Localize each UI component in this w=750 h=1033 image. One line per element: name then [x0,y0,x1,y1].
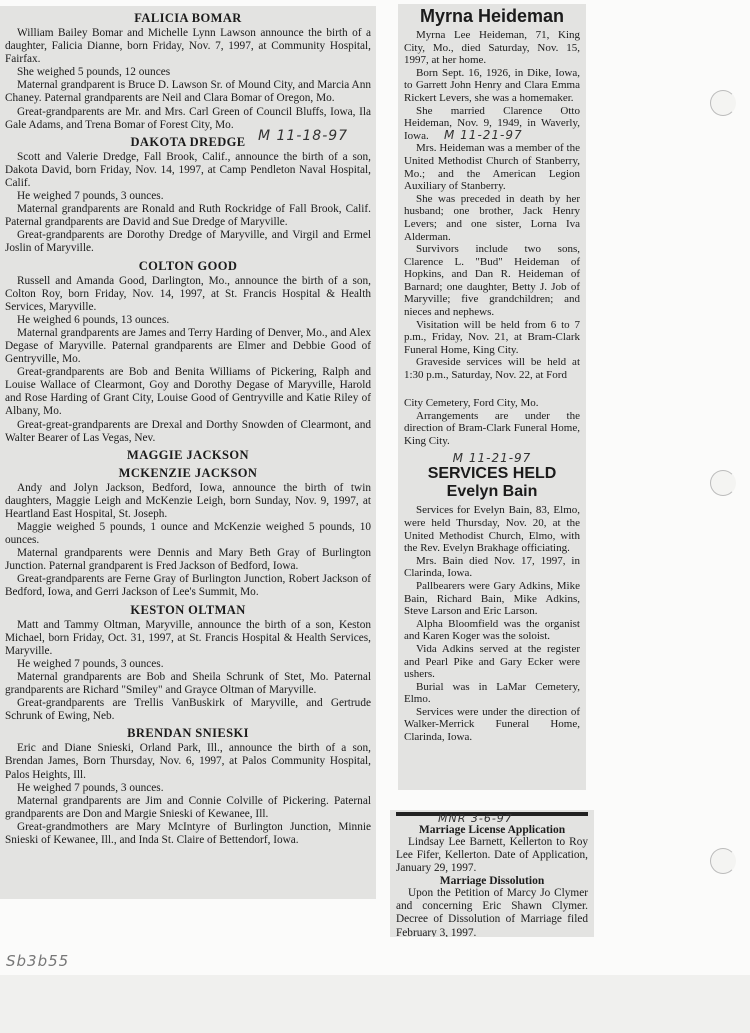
obituary-paragraph: Myrna Lee Heideman, 71, King City, Mo., died Saturday, Nov. 15, 1997, at her home. [404,29,580,67]
legal-notices-clipping [390,810,594,937]
punch-hole-top [710,90,736,116]
services-paragraph: Alpha Bloomfield was the organist and Karen Koger was the soloist. [404,617,580,643]
birth-paragraph: Scott and Valerie Dredge, Fall Brook, Calif., announce the birth of a son, Dakota David, born Friday, Nov. 14, 1997, at Camp Pendleton Naval Hospital, Calif. [5,150,371,189]
marriage-dissolution-text: Upon the Petition of Marcy Jo Clymer and concerning Eric Shawn Clymer. Decree of Dissolution of Marriage filed February 3, 1997. [396,887,588,937]
birth-paragraph: William Bailey Bomar and Michelle Lynn Lawson announce the birth of a daughter, Falicia Dianne, born Friday, Nov. 7, 1997, at Community Hospital, Fairfax. [5,27,371,66]
birth-paragraph: Great-grandparents are Trellis VanBuskirk of Maryville, and Gertrude Schrunk of Ewing, Neb. [5,697,371,723]
birth-heading: MAGGIE JACKSON [127,447,249,462]
birth-heading: DAKOTA DREDGE [130,134,246,149]
birth-paragraph: Andy and Jolyn Jackson, Bedford, Iowa, announce the birth of twin daughters, Maggie Leigh and McKenzie Leigh, born Sunday, Nov. 9, 1997, at Heartland East Hospital, St. Joseph. [5,481,371,520]
services-paragraph: Services were under the direction of Walker-Merrick Funeral Home, Clarinda, Iowa. [404,705,580,744]
marriage-license-title: Marriage License Application [418,824,566,836]
punch-hole-middle [710,470,736,496]
obituary-continued-paragraph: Arrangements are under the direction of Bram-Clark Funeral Home, King City. [404,409,580,447]
birth-heading: BRENDAN SNIESKI [127,726,249,741]
services-held-kicker: SERVICES HELD [427,465,557,483]
obituary-continued-paragraph: City Cemetery, Ford City, Mo. [404,397,539,409]
handwritten-date-obituary: M 11-21-97 [444,128,523,142]
services-body [404,504,580,743]
birth-paragraph: Great-grandparents are Dorothy Dredge of Maryville, and Virgil and Ermel Joslin of Maryville. [5,229,371,255]
obituary-paragraph: She was preceded in death by her husband; one brother, Jack Henry Levers; and one sister, Lorna Iva Alderman. [404,192,580,243]
obituary-paragraph: Mrs. Heideman was a member of the United Methodist Church of Stanberry, Mo.; and the American Legion Auxiliary of Stanberry. [404,142,580,193]
marriage-license-text: Lindsay Lee Barnett, Kellerton to Roy Lee Fifer, Kellerton. Date of Application, January 29, 1997. [396,836,588,875]
obituary-body [404,29,580,382]
obituary-clipping [398,4,586,397]
birth-heading: COLTON GOOD [138,258,238,273]
birth-paragraph: Matt and Tammy Oltman, Maryville, announce the birth of a son, Keston Michael, born Friday, Oct. 31, 1997, at St. Francis Hospital & Health Services, Maryville. [5,618,371,657]
birth-heading-second: MCKENZIE JACKSON [118,465,258,480]
scan-bed [0,975,750,1033]
birth-paragraph: Maternal grandparent is Bruce D. Lawson Sr. of Mound City, and Marcia Ann Chaney. Paternal grandparents are Neil and Clara Bomar of Oregon, Mo. [5,79,371,105]
birth-paragraph: He weighed 7 pounds, 3 ounces. [17,781,164,794]
birth-paragraph: He weighed 7 pounds, 3 ounces. [17,657,164,670]
obituary-paragraph: Graveside services will be held at 1:30 p.m., Saturday, Nov. 22, at Ford [404,356,580,382]
birth-paragraph: Great-great-grandparents are Drexal and Dorthy Snowden of Clearmont, and Walter Bearer of Las Vegas, Nev. [5,418,371,444]
birth-paragraph: Maternal grandparents were Dennis and Mary Beth Gray of Burlington Junction. Paternal grandparent is Fred Jackson of Bedford, Iowa. [5,547,371,573]
birth-paragraph: Great-grandparents are Mr. and Mrs. Carl Green of Council Bluffs, Iowa, Ila Gale Adams, and Trena Bomar of Forest City, Mo. [5,105,371,131]
obituary-heading: Myrna Heideman [419,6,565,26]
birth-paragraph: He weighed 7 pounds, 3 ounces. [17,190,164,203]
punch-hole-bottom [710,848,736,874]
handwritten-page-number: Sb3b55 [6,952,70,970]
handwritten-date-services: M 11-21-97 [452,451,532,466]
obituary-paragraph: Born Sept. 16, 1926, in Dike, Iowa, to Garrett John Henry and Clara Emma Rickert Levers, she was a homemaker. [404,66,580,104]
birth-heading: FALICIA BOMAR [134,11,242,25]
birth-paragraph: Great-grandparents are Ferne Gray of Burlington Junction, Robert Jackson of Bedford, Iowa, and Gerri Jackson of Lee's Summit, Mo. [5,573,371,599]
birth-paragraph: He weighed 6 pounds, 13 ounces. [17,313,170,326]
birth-paragraph: Great-grandparents are Bob and Benita Williams of Pickering, Ralph and Louise Wallace of Clearmont, Goy and Dorothy Degase of Maryville, Harold and Rose Harding of Grant City, Louise Good of Gentryville and Katie Riley of Albany, Mo. [5,366,371,418]
birth-paragraph: She weighed 5 pounds, 12 ounces [17,66,171,79]
services-held-heading: Evelyn Bain [446,483,538,501]
birth-paragraph: Eric and Diane Snieski, Orland Park, Ill., announce the birth of a son, Brendan James, Born Thursday, Nov. 6, 1997, at Palos Community Hospital, Palos Heights, Ill. [5,742,371,781]
obituary-continued-clipping [398,397,586,790]
birth-heading: KESTON OLTMAN [130,602,246,617]
birth-paragraph: Great-grandmothers are Mary McIntyre of Burlington Junction, Minnie Snieski of Kewanee, Ill., and Inda St. Claire of Bettendorf, Iowa. [5,820,371,846]
birth-paragraph: Maternal grandparents are James and Terry Harding of Denver, Mo., and Alex Degase of Maryville. Paternal grandparents are Elmer and Debbie Good of Gentryville, Mo. [5,326,371,366]
birth-paragraph: Maternal grandparents are Ronald and Ruth Rockridge of Fall Brook, Calif. Paternal grandparents are David and Sue Dredge of Maryville. [5,203,371,229]
services-paragraph: Burial was in LaMar Cemetery, Elmo. [404,680,580,706]
birth-paragraph: Maternal grandparents are Bob and Sheila Schrunk of Stet, Mo. Paternal grandparents are Richard "Smiley" and Grayce Oltman of Maryville. [5,670,371,697]
handwritten-date-births: M 11-18-97 [258,128,349,144]
birth-paragraph: Russell and Amanda Good, Darlington, Mo., announce the birth of a son, Colton Roy, born Friday, Nov. 14, 1997, at St. Francis Hospital & Health Services, Maryville. [5,274,371,313]
marriage-dissolution-title: Marriage Dissolution [439,875,545,888]
obituary-paragraph: Survivors include two sons, Clarence L. "Bud" Heideman of Hopkins, and Dan R. Heideman of Barnard; one daughter, Betty J. Job of Maryville; five grandchildren; and nieces and nephews. [404,243,580,319]
services-paragraph: Mrs. Bain died Nov. 17, 1997, in Clarinda, Iowa. [404,554,580,580]
birth-paragraph: Maggie weighed 5 pounds, 1 ounce and McKenzie weighed 5 pounds, 10 ounces. [5,521,371,547]
obituary-continued-body [404,397,580,447]
obituary-paragraph: Visitation will be held from 6 to 7 p.m., Friday, Nov. 21, at Bram-Clark Funeral Home, King City. [404,318,580,356]
services-paragraph: Services for Evelyn Bain, 83, Elmo, were held Thursday, Nov. 20, at the United Methodist Church, Elmo, with the Rev. Evelyn Brakhage officiating. [404,504,580,555]
services-paragraph: Vida Adkins served at the register and Pearl Pike and Gary Ecker were ushers. [404,642,580,681]
services-paragraph: Pallbearers were Gary Adkins, Mike Bain, Richard Bain, Mike Adkins, Steve Larson and Eric Larson. [404,579,580,618]
obituary-paragraph: She married Clarence Otto Heideman, Nov. 9, 1949, in Waverly, Iowa. [404,104,580,142]
birth-paragraph: Maternal grandparents are Jim and Connie Colville of Pickering. Paternal grandparents are Don and Margie Snieski of Kewanee, Ill. [5,794,371,820]
handwritten-date-legal: MNR 3-6-97 [438,812,513,825]
